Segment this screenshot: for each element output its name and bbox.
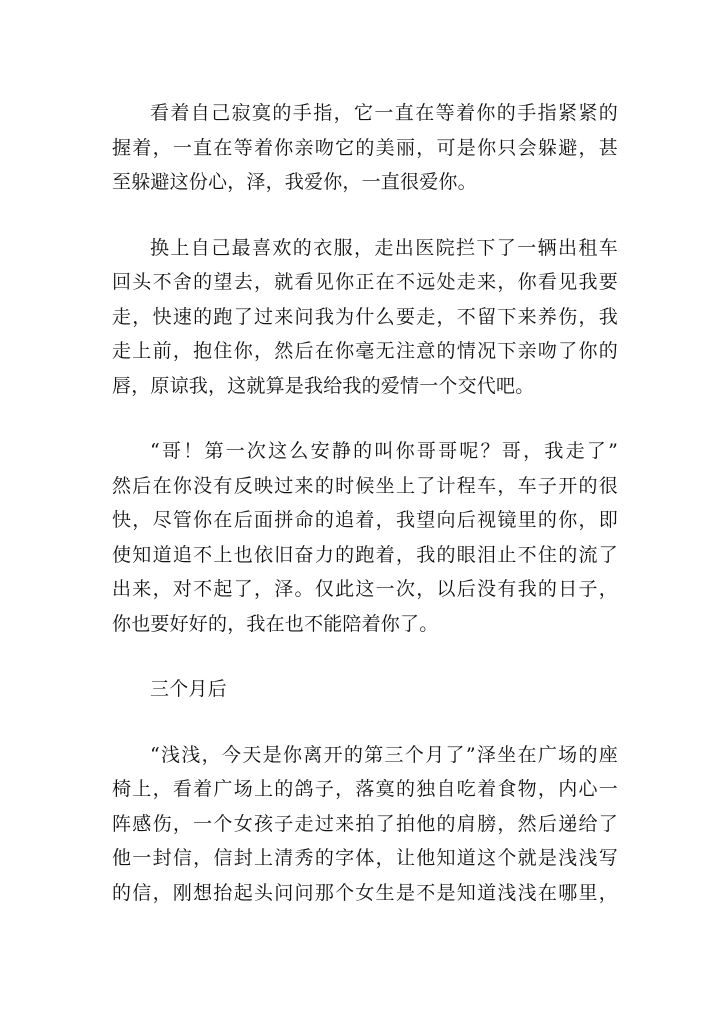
paragraph-3 <box>112 434 618 641</box>
text-line: 的信，刚想抬起头问问那个女生是不是知道浅浅在哪里， <box>112 881 618 904</box>
text-line: 快，尽管你在后面拼命的追着，我望向后视镜里的你，即 <box>112 509 618 531</box>
text-line: 至躲避这份心，泽，我爱你，一直很爱你。 <box>112 171 477 193</box>
text-line: 走上前，抱住你，然后在你毫无注意的情况下亲吻了你的 <box>112 340 618 362</box>
text-line: 使知道追不上也依旧奋力的跑着，我的眼泪止不住的流了 <box>112 543 618 566</box>
document-page <box>112 96 618 910</box>
text-line: 阵感伤，一个女孩子走过来拍了拍他的肩膀，然后递给了 <box>112 812 618 835</box>
paragraph-5 <box>112 738 618 911</box>
text-line: 他一封信，信封上清秀的字体，让他知道这个就是浅浅写 <box>112 847 618 869</box>
paragraph-4 <box>112 672 618 707</box>
text-line: 换上自己最喜欢的衣服，走出医院拦下了一辆出租车 <box>150 236 618 259</box>
text-line: 回头不舍的望去，就看见你正在不远处走来，你看见我要 <box>112 271 618 293</box>
text-line: “浅浅，今天是你离开的第三个月了”泽坐在广场的座 <box>150 743 618 766</box>
text-line: 握着，一直在等着你亲吻它的美丽，可是你只会躲避，甚 <box>112 136 618 159</box>
text-line: 唇，原谅我，这就算是我给我的爱情一个交代吧。 <box>112 374 535 397</box>
text-line: 看着自己寂寞的手指，它一直在等着你的手指紧紧的 <box>150 102 618 124</box>
text-line: 出来，对不起了，泽。仅此这一次，以后没有我的日子， <box>112 578 618 600</box>
paragraph-1 <box>112 96 618 200</box>
text-line: 椅上，看着广场上的鸽子，落寞的独自吃着食物，内心一 <box>112 778 618 800</box>
section-heading: 三个月后 <box>150 678 227 700</box>
text-line: 你也要好好的，我在也不能陪着你了。 <box>112 612 439 635</box>
text-line: 然后在你没有反映过来的时候坐上了计程车，车子开的很 <box>112 474 618 497</box>
text-line: “哥！第一次这么安静的叫你哥哥呢？哥，我走了” <box>150 440 618 462</box>
text-line: 走，快速的跑了过来问我为什么要走，不留下来养伤，我 <box>112 305 618 328</box>
paragraph-2 <box>112 231 618 404</box>
